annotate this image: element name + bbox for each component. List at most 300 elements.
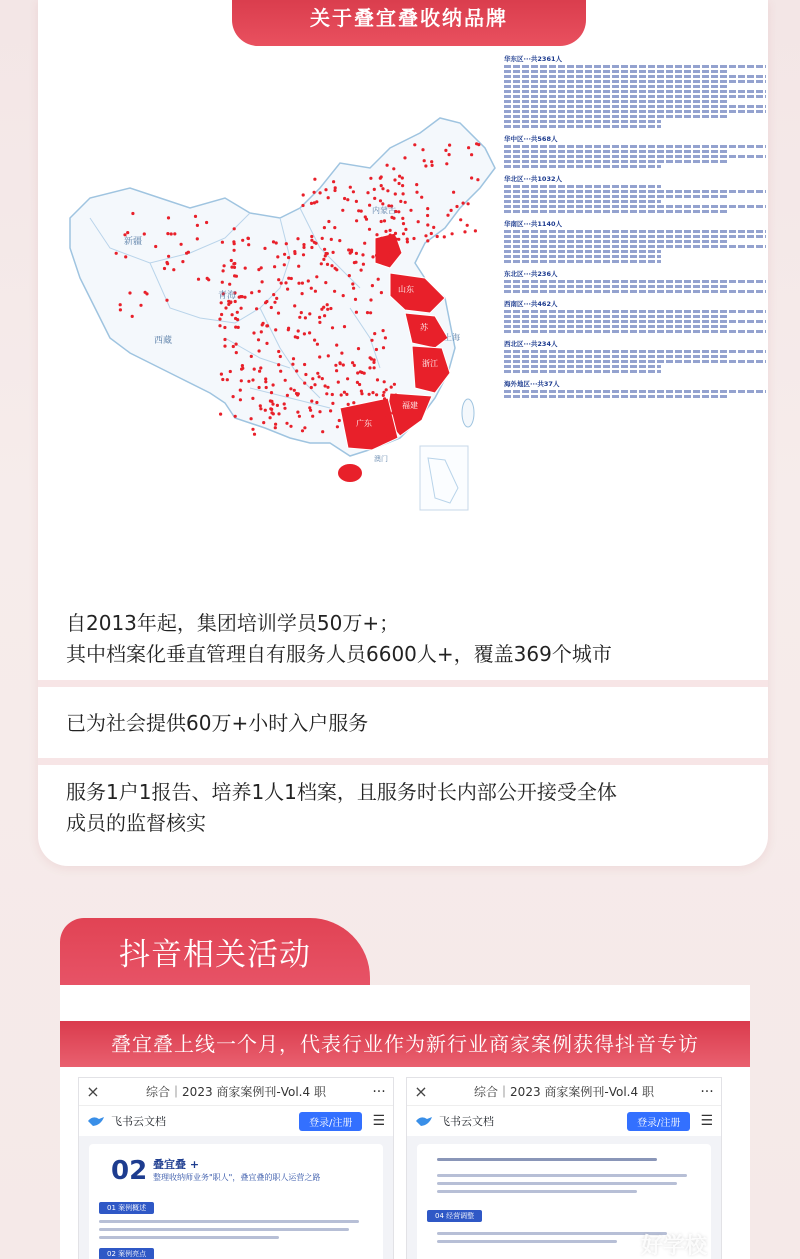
- service-point-dot: [348, 274, 351, 277]
- service-point-dot: [362, 263, 365, 266]
- service-point-dot: [251, 378, 254, 381]
- service-point-dot: [258, 349, 261, 352]
- service-point-dot: [301, 292, 304, 295]
- service-point-dot: [401, 184, 404, 187]
- brand-card: [38, 0, 768, 866]
- service-point-dot: [247, 243, 250, 246]
- service-point-dot: [338, 361, 341, 364]
- service-point-dot: [218, 324, 221, 327]
- service-point-dot: [205, 221, 208, 224]
- service-point-dot: [369, 356, 372, 359]
- service-point-dot: [283, 253, 286, 256]
- service-point-dot: [404, 201, 407, 204]
- service-point-dot: [399, 200, 402, 203]
- service-point-dot: [351, 361, 354, 364]
- service-point-dot: [311, 377, 314, 380]
- service-point-dot: [318, 321, 321, 324]
- service-point-dot: [417, 220, 420, 223]
- service-point-dot: [369, 177, 372, 180]
- service-point-dot: [279, 355, 282, 358]
- service-point-dot: [301, 429, 304, 432]
- service-point-dot: [251, 428, 254, 431]
- service-point-dot: [235, 343, 238, 346]
- service-point-dot: [236, 311, 239, 314]
- info-service-hours: 已为社会提供60万+小时入户服务: [38, 687, 768, 760]
- service-point-dot: [270, 391, 273, 394]
- service-point-dot: [300, 311, 303, 314]
- service-point-dot: [386, 189, 389, 192]
- service-point-dot: [230, 266, 233, 269]
- service-point-dot: [354, 261, 357, 264]
- service-point-dot: [369, 311, 372, 314]
- service-point-dot: [334, 364, 337, 367]
- service-point-dot: [143, 232, 146, 235]
- service-point-dot: [380, 419, 383, 422]
- service-point-dot: [303, 426, 306, 429]
- service-point-dot: [247, 237, 250, 240]
- service-point-dot: [332, 251, 335, 254]
- service-point-dot: [424, 234, 427, 237]
- service-point-dot: [346, 198, 349, 201]
- region-stats-panel: [504, 54, 766, 524]
- service-point-dot: [234, 415, 237, 418]
- doc-heading: 叠宜叠 +: [153, 1158, 200, 1171]
- close-icon[interactable]: ×: [414, 1082, 428, 1101]
- login-button[interactable]: 登录/注册: [299, 1112, 362, 1131]
- service-point-dot: [377, 246, 380, 249]
- map-label-shanghai: 上海: [444, 333, 460, 342]
- service-point-dot: [383, 380, 386, 383]
- service-point-dot: [373, 332, 376, 335]
- service-point-dot: [265, 324, 268, 327]
- region-central: [504, 134, 766, 168]
- service-point-dot: [385, 388, 388, 391]
- service-point-dot: [401, 217, 404, 220]
- service-point-dot: [342, 294, 345, 297]
- service-point-dot: [377, 278, 380, 281]
- service-point-dot: [123, 233, 126, 236]
- service-point-dot: [296, 411, 299, 414]
- service-point-dot: [397, 210, 400, 213]
- service-point-dot: [321, 377, 324, 380]
- service-point-dot: [284, 281, 287, 284]
- map-label-fujian: 福建: [402, 401, 418, 410]
- service-point-dot: [359, 414, 362, 417]
- service-point-dot: [322, 258, 325, 261]
- service-point-dot: [357, 347, 360, 350]
- service-point-dot: [273, 265, 276, 268]
- service-point-dot: [368, 228, 371, 231]
- service-point-dot: [323, 226, 326, 229]
- service-point-dot: [357, 209, 360, 212]
- service-point-dot: [406, 240, 409, 243]
- service-point-dot: [382, 404, 385, 407]
- service-point-dot: [326, 252, 329, 255]
- service-point-dot: [302, 193, 305, 196]
- menu-icon[interactable]: ☰: [700, 1113, 713, 1129]
- service-point-dot: [324, 281, 327, 284]
- service-point-dot: [283, 402, 286, 405]
- service-point-dot: [343, 197, 346, 200]
- service-point-dot: [293, 252, 296, 255]
- service-point-dot: [154, 245, 157, 248]
- service-point-dot: [277, 312, 280, 315]
- service-point-dot: [396, 404, 399, 407]
- service-point-dot: [286, 394, 289, 397]
- service-point-dot: [269, 399, 272, 402]
- service-point-dot: [384, 336, 387, 339]
- service-point-dot: [467, 202, 470, 205]
- service-point-dot: [361, 253, 364, 256]
- service-point-dot: [380, 237, 383, 240]
- service-point-dot: [258, 290, 261, 293]
- service-point-dot: [318, 375, 321, 378]
- douyin-card: [60, 985, 750, 1259]
- service-point-dot: [387, 251, 390, 254]
- service-point-dot: [342, 363, 345, 366]
- service-point-dot: [331, 402, 334, 405]
- service-point-dot: [383, 397, 386, 400]
- service-point-dot: [329, 409, 332, 412]
- service-point-dot: [355, 252, 358, 255]
- service-point-dot: [353, 364, 356, 367]
- service-point-dot: [382, 329, 385, 332]
- service-point-dot: [391, 411, 394, 414]
- service-point-dot: [372, 361, 375, 364]
- service-point-dot: [375, 233, 378, 236]
- service-point-dot: [446, 214, 449, 217]
- service-point-dot: [275, 297, 278, 300]
- service-point-dot: [474, 229, 477, 232]
- service-point-dot: [253, 368, 256, 371]
- service-point-dot: [313, 178, 316, 181]
- service-point-dot: [286, 288, 289, 291]
- service-point-dot: [380, 291, 383, 294]
- service-point-dot: [310, 400, 313, 403]
- service-point-dot: [310, 202, 313, 205]
- close-icon[interactable]: ×: [86, 1082, 100, 1101]
- service-point-dot: [233, 249, 236, 252]
- service-point-dot: [235, 351, 238, 354]
- service-point-dot: [239, 398, 242, 401]
- service-point-dot: [375, 348, 378, 351]
- more-icon[interactable]: ···: [372, 1083, 386, 1100]
- service-point-dot: [261, 280, 264, 283]
- service-point-dot: [398, 175, 401, 178]
- service-point-dot: [316, 343, 319, 346]
- region-north: [504, 174, 766, 213]
- service-point-dot: [308, 331, 311, 334]
- region-northeast: [504, 269, 766, 293]
- service-point-dot: [415, 183, 418, 186]
- service-point-dot: [360, 371, 363, 374]
- service-point-dot: [319, 191, 322, 194]
- service-point-dot: [326, 303, 329, 306]
- service-point-dot: [386, 434, 389, 437]
- service-point-dot: [226, 378, 229, 381]
- service-point-dot: [398, 182, 401, 185]
- divider: [38, 680, 768, 687]
- service-point-dot: [297, 329, 300, 332]
- service-point-dot: [258, 370, 261, 373]
- service-point-dot: [252, 331, 255, 334]
- service-point-dot: [394, 192, 397, 195]
- service-point-dot: [462, 202, 465, 205]
- service-point-dot: [371, 284, 374, 287]
- service-point-dot: [421, 148, 424, 151]
- service-point-dot: [289, 425, 292, 428]
- service-point-dot: [231, 313, 234, 316]
- service-point-dot: [347, 248, 350, 251]
- app-name: 飞书云文档: [111, 1115, 166, 1128]
- service-point-dot: [291, 363, 294, 366]
- service-point-dot: [318, 410, 321, 413]
- service-point-dot: [170, 232, 173, 235]
- service-point-dot: [379, 199, 382, 202]
- china-map-graphic: [50, 48, 500, 518]
- service-point-dot: [167, 255, 170, 258]
- service-point-dot: [393, 383, 396, 386]
- service-point-dot: [426, 207, 429, 210]
- service-point-dot: [452, 191, 455, 194]
- feishu-logo-icon: [415, 1115, 433, 1127]
- service-point-dot: [144, 291, 147, 294]
- service-point-dot: [241, 295, 244, 298]
- service-point-dot: [277, 278, 280, 281]
- service-point-dot: [241, 364, 244, 367]
- service-point-dot: [223, 338, 226, 341]
- service-point-dot: [390, 386, 393, 389]
- service-point-dot: [292, 357, 295, 360]
- info-supervision-line1: 服务1户1报告、培养1人1档案，且服务时长内部公开接受全体: [66, 780, 617, 804]
- map-label-jiangsu: 苏: [420, 323, 428, 332]
- service-point-dot: [272, 383, 275, 386]
- service-point-dot: [375, 393, 378, 396]
- service-point-dot: [318, 355, 321, 358]
- service-point-dot: [412, 237, 415, 240]
- service-point-dot: [380, 251, 383, 254]
- service-point-dot: [466, 224, 469, 227]
- service-point-dot: [314, 290, 317, 293]
- service-point-dot: [196, 237, 199, 240]
- service-point-dot: [326, 263, 329, 266]
- service-point-dot: [368, 366, 371, 369]
- service-point-dot: [392, 217, 395, 220]
- service-point-dot: [323, 314, 326, 317]
- service-point-dot: [165, 261, 168, 264]
- service-point-dot: [230, 259, 233, 262]
- service-point-dot: [115, 252, 118, 255]
- service-point-dot: [232, 345, 235, 348]
- service-point-dot: [366, 311, 369, 314]
- service-point-dot: [327, 196, 330, 199]
- service-point-dot: [360, 269, 363, 272]
- douyin-banner: 叠宜叠上线一个月，代表行业作为新行业商家案例获得抖音专访: [60, 1021, 750, 1067]
- service-point-dot: [128, 291, 131, 294]
- service-point-dot: [260, 266, 263, 269]
- service-point-dot: [227, 303, 230, 306]
- service-point-dot: [247, 380, 250, 383]
- service-point-dot: [313, 191, 316, 194]
- service-point-dot: [131, 315, 134, 318]
- service-point-dot: [404, 228, 407, 231]
- service-point-dot: [241, 367, 244, 370]
- service-point-dot: [303, 363, 306, 366]
- service-point-dot: [358, 383, 361, 386]
- menu-icon[interactable]: ☰: [372, 1113, 385, 1129]
- service-point-dot: [258, 386, 261, 389]
- service-point-dot: [285, 422, 288, 425]
- service-point-dot: [295, 369, 298, 372]
- service-point-dot: [298, 316, 301, 319]
- service-point-dot: [343, 391, 346, 394]
- service-point-dot: [331, 393, 334, 396]
- service-point-dot: [119, 303, 122, 306]
- service-point-dot: [380, 175, 383, 178]
- service-point-dot: [370, 339, 373, 342]
- service-point-dot: [476, 178, 479, 181]
- service-point-dot: [277, 350, 280, 353]
- feishu-logo-icon: [87, 1115, 105, 1127]
- doc-number: 02: [111, 1156, 148, 1186]
- service-point-dot: [380, 184, 383, 187]
- service-point-dot: [276, 255, 279, 258]
- login-button[interactable]: 登录/注册: [627, 1112, 690, 1131]
- service-point-dot: [329, 307, 332, 310]
- service-point-dot: [401, 176, 404, 179]
- service-point-dot: [310, 239, 313, 242]
- service-point-dot: [313, 339, 316, 342]
- service-point-dot: [261, 323, 264, 326]
- service-point-dot: [349, 186, 352, 189]
- region-title: 华北区···共1032人: [504, 175, 562, 183]
- service-point-dot: [355, 200, 358, 203]
- service-point-dot: [352, 401, 355, 404]
- service-point-dot: [333, 226, 336, 229]
- service-point-dot: [223, 345, 226, 348]
- service-point-dot: [301, 204, 304, 207]
- service-point-dot: [269, 416, 272, 419]
- service-point-dot: [389, 234, 392, 237]
- service-point-dot: [406, 238, 409, 241]
- service-point-dot: [302, 246, 305, 249]
- service-point-dot: [455, 205, 458, 208]
- service-point-dot: [376, 378, 379, 381]
- service-point-dot: [340, 393, 343, 396]
- service-point-dot: [320, 262, 323, 265]
- service-point-dot: [173, 232, 176, 235]
- service-point-dot: [259, 404, 262, 407]
- service-point-dot: [297, 392, 300, 395]
- service-point-dot: [350, 250, 353, 253]
- service-point-dot: [310, 386, 313, 389]
- service-point-dot: [310, 287, 313, 290]
- service-point-dot: [270, 306, 273, 309]
- region-title: 东北区···共236人: [504, 270, 558, 278]
- service-point-dot: [276, 404, 279, 407]
- service-point-dot: [337, 381, 340, 384]
- more-icon[interactable]: ···: [700, 1083, 714, 1100]
- service-point-dot: [310, 246, 313, 249]
- service-point-dot: [265, 386, 268, 389]
- service-point-dot: [330, 238, 333, 241]
- service-point-dot: [470, 153, 473, 156]
- service-point-dot: [366, 191, 369, 194]
- service-point-dot: [264, 377, 267, 380]
- service-point-dot: [375, 254, 378, 257]
- service-point-dot: [264, 380, 267, 383]
- doc-section-label: 01 案例概述: [99, 1202, 154, 1214]
- service-point-dot: [287, 256, 290, 259]
- service-point-dot: [250, 291, 253, 294]
- service-point-dot: [223, 264, 226, 267]
- service-point-dot: [373, 188, 376, 191]
- service-point-dot: [363, 242, 366, 245]
- service-point-dot: [124, 255, 127, 258]
- service-point-dot: [345, 393, 348, 396]
- service-point-dot: [221, 378, 224, 381]
- service-point-dot: [273, 301, 276, 304]
- map-label-zhejiang: 浙江: [422, 359, 438, 368]
- service-point-dot: [222, 269, 225, 272]
- service-point-dot: [240, 379, 243, 382]
- service-point-dot: [325, 392, 328, 395]
- service-point-dot: [255, 307, 258, 310]
- service-point-dot: [224, 306, 227, 309]
- region-east: [504, 54, 766, 128]
- service-point-dot: [313, 383, 316, 386]
- case-doc-screenshot-2: [406, 1077, 722, 1259]
- service-point-dot: [364, 215, 367, 218]
- service-point-dot: [352, 287, 355, 290]
- service-point-dot: [240, 307, 243, 310]
- service-point-dot: [360, 390, 363, 393]
- service-point-dot: [381, 187, 384, 190]
- service-point-dot: [470, 176, 473, 179]
- doc-subtitle: 整理收纳师业务"职人"，叠宜叠的职人运营之路: [153, 1173, 321, 1182]
- service-point-dot: [303, 382, 306, 385]
- service-point-dot: [323, 248, 326, 251]
- service-point-dot: [277, 363, 280, 366]
- service-point-dot: [335, 344, 338, 347]
- service-point-dot: [340, 352, 343, 355]
- service-point-dot: [403, 156, 406, 159]
- service-point-dot: [228, 283, 231, 286]
- service-point-dot: [315, 200, 318, 203]
- service-point-dot: [338, 419, 341, 422]
- service-point-dot: [448, 144, 451, 147]
- service-point-dot: [131, 212, 134, 215]
- service-point-dot: [335, 268, 338, 271]
- service-point-dot: [394, 394, 397, 397]
- service-point-dot: [126, 231, 129, 234]
- service-point-dot: [355, 311, 358, 314]
- service-point-dot: [321, 237, 324, 240]
- watermark-logo: 好学校: [640, 1234, 707, 1259]
- service-point-dot: [355, 219, 358, 222]
- service-point-dot: [371, 255, 374, 258]
- service-point-dot: [387, 257, 390, 260]
- service-point-dot: [139, 304, 142, 307]
- service-point-dot: [368, 204, 371, 207]
- service-point-dot: [432, 226, 435, 229]
- map-label-neimenggu: 内蒙古: [372, 206, 396, 215]
- service-point-dot: [397, 238, 400, 241]
- service-point-dot: [301, 282, 304, 285]
- service-point-dot: [234, 326, 237, 329]
- service-point-dot: [296, 237, 299, 240]
- service-point-dot: [303, 332, 306, 335]
